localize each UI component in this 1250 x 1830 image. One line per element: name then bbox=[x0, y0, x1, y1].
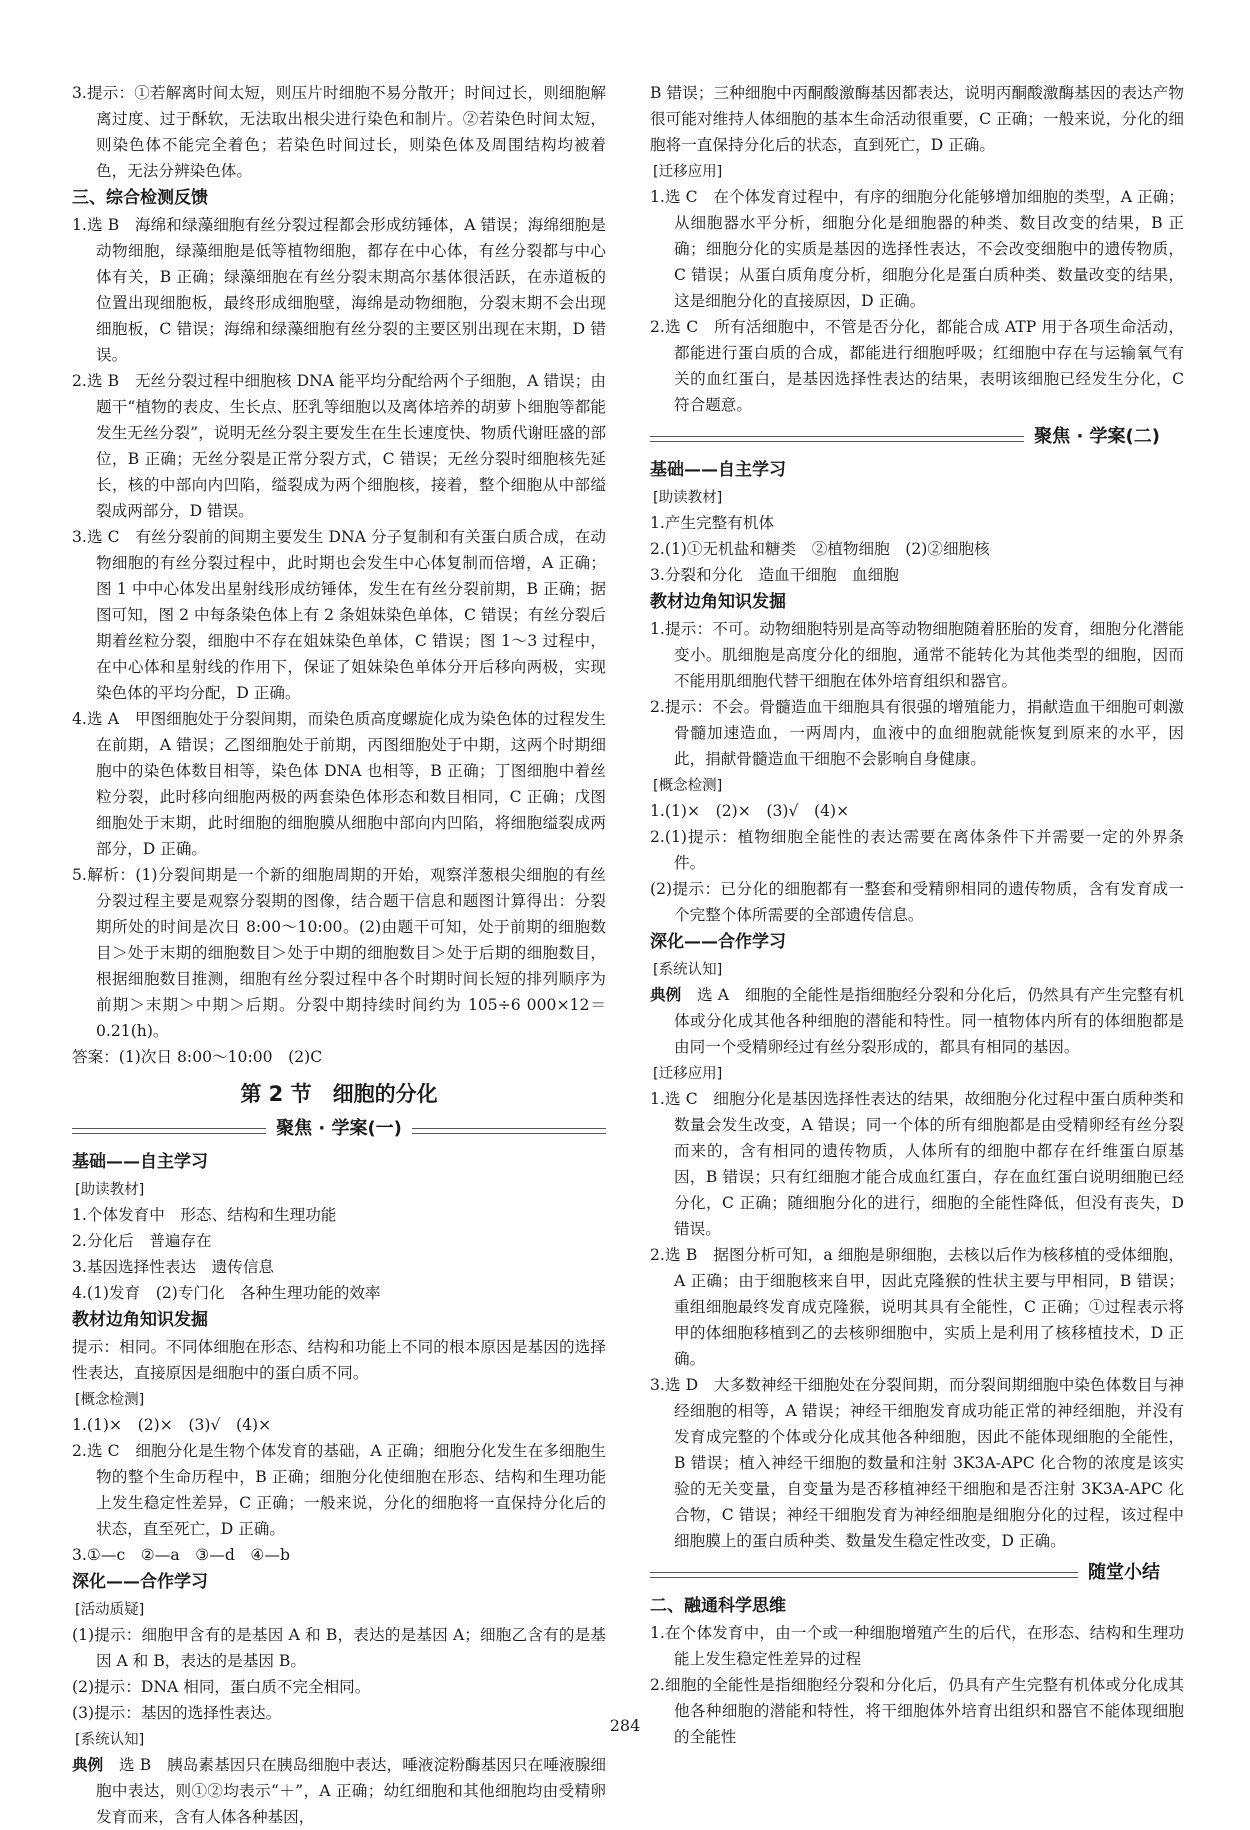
tag-zhudu-2-label: [ 助读教材 ] bbox=[650, 486, 725, 510]
dianli-text: 选 B 胰岛素基因只在胰岛细胞中表达，唾液淀粉酶基因只在唾液腺细胞中表达，则①②均表示“＋”，A 正确；幼红细胞和其他细胞均由受精卵发育而来，含有人体各种基因， bbox=[96, 1756, 606, 1826]
answer-item: 5.解析：(1)分裂间期是一个新的细胞周期的开始，观察洋葱根尖细胞的有丝分裂过程主要是观察分裂期的图像，结合题干信息和题图计算得出：分裂期所处的时间是次日 8:00～10:00。(2)由题干可知，处于前期的细胞数目＞处于末期的细胞数目＞处于中期的细胞数目＞处于后期的细胞数目，根据细胞数目推测，细胞有丝分裂过程中各个时期时间长短的排列顺序为前期＞末期＞中期＞后期。分裂中期持续时间约为 105÷6 000×12＝0.21(h)。 bbox=[72, 866, 606, 1040]
section-3-title: 三、综合检测反馈 bbox=[72, 188, 208, 208]
answer-item: 3.选 C 有丝分裂前的间期主要发生 DNA 分子复制和有关蛋白质合成，在动物细胞的有丝分裂过程中，此时期也会发生中心体复制而倍增，A 正确；图 1 中中心体发出星射线形成纺锤体，发生在有丝分裂前期，B 正确；据图可知，图 2 中每条染色体上有 2 条姐妹染色单体，C 错误；有丝分裂后期着丝粒分裂，细胞中不存在姐妹染色单体，C 错误；图 1～3 过程中，在中心体和星射线的作用下，保证了姐妹染色单体分开后移向两极，实现染色体的平均分配，D 正确。 bbox=[72, 528, 606, 702]
list-item: 2.提示：不会。骨髓造血干细胞具有很强的增殖能力，捐献造血干细胞可刺激骨髓加速造血，一两周内，血液中的血细胞就能恢复到原来的水平，因此，捐献骨髓造血干细胞不会影响自身健康。 bbox=[650, 698, 1184, 768]
list-item: (1)提示：细胞甲含有的是基因 A 和 B，表达的是基因 A；细胞乙含有的是基因 A 和 B，表达的是基因 B。 bbox=[72, 1626, 606, 1670]
tag-zhudu-2 bbox=[650, 486, 1184, 510]
list-item: (2)提示：DNA 相同，蛋白质不完全相同。 bbox=[72, 1678, 371, 1696]
banner-study-2 bbox=[650, 422, 1184, 452]
answer-item: 2.选 C 所有活细胞中，不管是否分化，都能合成 ATP 用于各项生命活动，都能进行蛋白质的合成，都能进行细胞呼吸；红细胞中存在与运输氧气有关的血红蛋白，是基因选择性表达的结果，表明该细胞已经发生分化，C 符合题意。 bbox=[650, 318, 1184, 414]
answer-item: 4.选 A 甲图细胞处于分裂间期，而染色质高度螺旋化成为染色体的过程发生在前期，A 错误；乙图细胞处于前期，丙图细胞处于中期，这两个时期细胞中的染色体数目相等，染色体 DNA 也相等，B 正确；丁图细胞中着丝粒分裂，此时移向细胞两极的两套染色体形态和数目相同，C 正确；戊图细胞处于末期，此时细胞的细胞膜从细胞中部向内凹陷，将细胞缢裂成两部分，D 正确。 bbox=[72, 710, 606, 858]
list-item: 1.(1)× (2)× (3)√ (4)× bbox=[72, 1416, 272, 1434]
list-item: 1.在个体发育中，由一个或一种细胞增殖产生的后代，在形态、结构和生理功能上发生稳定性差异的过程 bbox=[650, 1624, 1184, 1668]
answer-item: 3.选 D 大多数神经干细胞处在分裂间期，而分裂间期细胞中染色体数目与神经细胞的相等，A 错误；神经干细胞发育成功能正常的神经细胞，并没有发育成完整的个体或分化成其他各种细胞，因此不能体现细胞的全能性，B 错误；植入神经干细胞的数量和注射 3K3A-APC 化合物的浓度是该实验的无关变量，自变量为是否移植神经干细胞和是否注射 3K3A-APC 化合物，C 错误；神经干细胞发育为神经细胞是细胞分化的过程，该过程中细胞膜上的蛋白质种类、数量发生稳定性改变，D 正确。 bbox=[650, 1376, 1184, 1550]
list-item: 2.(1)①无机盐和糖类 ②植物细胞 (2)②细胞核 bbox=[650, 540, 990, 558]
dianli-label: 典例 bbox=[72, 1756, 104, 1774]
list-item: 3.①—c ②—a ③—d ④—b bbox=[72, 1546, 290, 1564]
answer-5-final: 答案：(1)次日 8:00～10:00 (2)C bbox=[72, 1048, 323, 1066]
banner-summary bbox=[650, 1558, 1184, 1588]
tag-xitong-label: [ 系统认知 ] bbox=[72, 1728, 147, 1752]
hint-3: 3.提示：①若解离时间太短，则压片时细胞不易分散开；时间过长，则细胞解离过度、过于酥软，无法取出根尖进行染色和制片。②若染色时间太短，则染色体不能完全着色；若染色时间过长，则染色体及周围结构均被着色，无法分辨染色体。 bbox=[72, 84, 606, 180]
right-column bbox=[650, 80, 1184, 1750]
subheading-shenhua: 深化——合作学习 bbox=[72, 1572, 208, 1592]
list-item: 2.选 C 细胞分化是生物个体发育的基础，A 正确；细胞分化发生在多细胞生物的整个生命历程中，B 正确；细胞分化使细胞在形态、结构和生理功能上发生稳定性差异，C 正确；一般来说，分化的细胞将一直保持分化后的状态，直至死亡，D 正确。 bbox=[72, 1442, 606, 1538]
answer-item: 2.选 B 无丝分裂过程中细胞核 DNA 能平均分配给两个子细胞，A 错误；由题干“植物的表皮、生长点、胚乳等细胞以及离体培养的胡萝卜细胞等都能发生无丝分裂”，说明无丝分裂主要发生在生长速度快、物质代谢旺盛的部位，B 正确；无丝分裂是正常分裂方式，C 错误；无丝分裂时细胞核先延长，核的中部向内凹陷，缢裂成为两个细胞核，接着，整个细胞从中部缢裂成两部分，D 错误。 bbox=[72, 372, 606, 520]
list-item: 1.(1)× (2)× (3)√ (4)× bbox=[650, 802, 850, 820]
subheading-shenhua-2: 深化——合作学习 bbox=[650, 932, 786, 952]
tag-huodong bbox=[72, 1598, 606, 1622]
list-item: (3)提示：基因的选择性表达。 bbox=[72, 1704, 282, 1722]
left-column bbox=[72, 80, 606, 1830]
dianli-2-paragraph bbox=[650, 982, 1184, 1060]
jiaocai-text: 提示：相同。不同体细胞在形态、结构和功能上不同的根本原因是基因的选择性表达，直接原因是细胞中的蛋白质不同。 bbox=[72, 1338, 606, 1382]
subheading-jiaocai: 教材边角知识发掘 bbox=[72, 1310, 208, 1330]
subheading-jichu: 基础——自主学习 bbox=[72, 1152, 208, 1172]
answer-item: 2.选 B 据图分析可知，a 细胞是卵细胞，去核以后作为核移植的受体细胞，A 正确；由于细胞核来自甲，因此克隆猴的性状主要与甲相同，B 错误；重组细胞最终发育成克隆猴，说明其具有全能性，C 正确；①过程表示将甲的体细胞移植到乙的去核卵细胞中，实质上是利用了核移植技术，D 正确。 bbox=[650, 1246, 1184, 1368]
list-item: 2.(1)提示：植物细胞全能性的表达需要在离体条件下并需要一定的外界条件。 bbox=[650, 828, 1184, 872]
tag-gainian bbox=[72, 1388, 606, 1412]
list-item: (2)提示：已分化的细胞都有一整套和受精卵相同的遗传物质，含有发育成一个完整个体所需要的全部遗传信息。 bbox=[650, 880, 1184, 924]
tag-gainian-label: [ 概念检测 ] bbox=[72, 1388, 147, 1412]
list-item: 1.产生完整有机体 bbox=[650, 514, 775, 532]
list-item: 2.细胞的全能性是指细胞经分裂和分化后，仍具有产生完整有机体或分化成其他各种细胞的潜能和特性，将干细胞体外培育出组织和器官不能体现细胞的全能性 bbox=[650, 1676, 1184, 1746]
list-item: 3.基因选择性表达 遗传信息 bbox=[72, 1258, 275, 1276]
tag-xitong-2 bbox=[650, 958, 1184, 982]
list-item: 3.分裂和分化 造血干细胞 血细胞 bbox=[650, 566, 899, 584]
subheading-jichu-2: 基础——自主学习 bbox=[650, 460, 786, 480]
list-item: 1.个体发育中 形态、结构和生理功能 bbox=[72, 1206, 337, 1224]
tag-qianyi-2-label: [ 迁移应用 ] bbox=[650, 1062, 725, 1086]
dianli-paragraph bbox=[72, 1752, 606, 1830]
tag-xitong-2-label: [ 系统认知 ] bbox=[650, 958, 725, 982]
tag-gainian-2-label: [ 概念检测 ] bbox=[650, 774, 725, 798]
banner-study-2-label: 聚焦 · 学案(二) bbox=[1024, 426, 1184, 447]
page-number: 284 bbox=[609, 1716, 641, 1735]
tag-qianyi-1 bbox=[650, 160, 1184, 184]
banner-study-1-label: 聚焦 · 学案(一) bbox=[266, 1118, 412, 1139]
list-item: 2.分化后 普遍存在 bbox=[72, 1232, 212, 1250]
section-title: 第 2 节 细胞的分化 bbox=[240, 1082, 438, 1106]
dianli-2-label: 典例 bbox=[650, 986, 682, 1004]
answer-item: 1.选 B 海绵和绿藻细胞有丝分裂过程都会形成纺锤体，A 错误；海绵细胞是动物细胞，绿藻细胞是低等植物细胞，都存在中心体，有丝分裂都与中心体有关，B 正确；绿藻细胞在有丝分裂末期高尔基体很活跃，在赤道板的位置出现细胞板，最终形成细胞壁，海绵是动物细胞，分裂末期不会出现细胞板，C 错误；海绵和绿藻细胞有丝分裂的主要区别出现在末期，D 错误。 bbox=[72, 216, 606, 364]
tag-zhudu bbox=[72, 1178, 606, 1202]
tag-gainian-2 bbox=[650, 774, 1184, 798]
dianli-2-text: 选 A 细胞的全能性是指细胞经分裂和分化后，仍然具有产生完整有机体或分化成其他各种细胞的潜能和特性。同一植物体内所有的体细胞都是由同一个受精卵经过有丝分裂形成的，都具有相同的基因。 bbox=[674, 986, 1184, 1056]
answer-item: 1.选 C 细胞分化是基因选择性表达的结果，故细胞分化过程中蛋白质种类和数量会发生改变，A 错误；同一个体的所有细胞都是由受精卵经有丝分裂而来的，含有相同的遗传物质，人体所有的细胞中都存在纤维蛋白原基因，B 错误；只有红细胞才能合成血红蛋白，存在血红蛋白说明细胞已经分化，C 正确；随细胞分化的进行，细胞的全能性降低，但没有丧失，D 错误。 bbox=[650, 1090, 1184, 1238]
tag-qianyi-2 bbox=[650, 1062, 1184, 1086]
list-item: 4.(1)发育 (2)专门化 各种生理功能的效率 bbox=[72, 1284, 381, 1302]
answer-item: 1.选 C 在个体发育过程中，有序的细胞分化能够增加细胞的类型，A 正确；从细胞器水平分析，细胞分化是细胞器的种类、数目改变的结果，B 正确；细胞分化的实质是基因的选择性表达，不会改变细胞中的遗传物质，C 错误；从蛋白质角度分析，细胞分化是蛋白质种类、数量改变的结果，这是细胞分化的直接原因，D 正确。 bbox=[650, 188, 1184, 310]
section-2-title: 二、融通科学思维 bbox=[650, 1596, 786, 1616]
tag-qianyi-1-label: [ 迁移应用 ] bbox=[650, 160, 725, 184]
banner-study-1 bbox=[72, 1114, 606, 1144]
tag-zhudu-label: [ 助读教材 ] bbox=[72, 1178, 147, 1202]
banner-summary-label: 随堂小结 bbox=[1078, 1562, 1184, 1583]
tag-huodong-label: [ 活动质疑 ] bbox=[72, 1598, 147, 1622]
subheading-jiaocai-2: 教材边角知识发掘 bbox=[650, 592, 786, 612]
continued-text: B 错误；三种细胞中丙酮酸激酶基因都表达，说明丙酮酸激酶基因的表达产物很可能对维持人体细胞的基本生命活动很重要，C 正确；一般来说，分化的细胞将一直保持分化后的状态，直到死亡，D 正确。 bbox=[650, 84, 1184, 154]
list-item: 1.提示：不可。动物细胞特别是高等动物细胞随着胚胎的发育，细胞分化潜能变小。肌细胞是高度分化的细胞，通常不能转化为其他类型的细胞，因而不能用肌细胞代替干细胞在体外培育组织和器官。 bbox=[650, 620, 1184, 690]
